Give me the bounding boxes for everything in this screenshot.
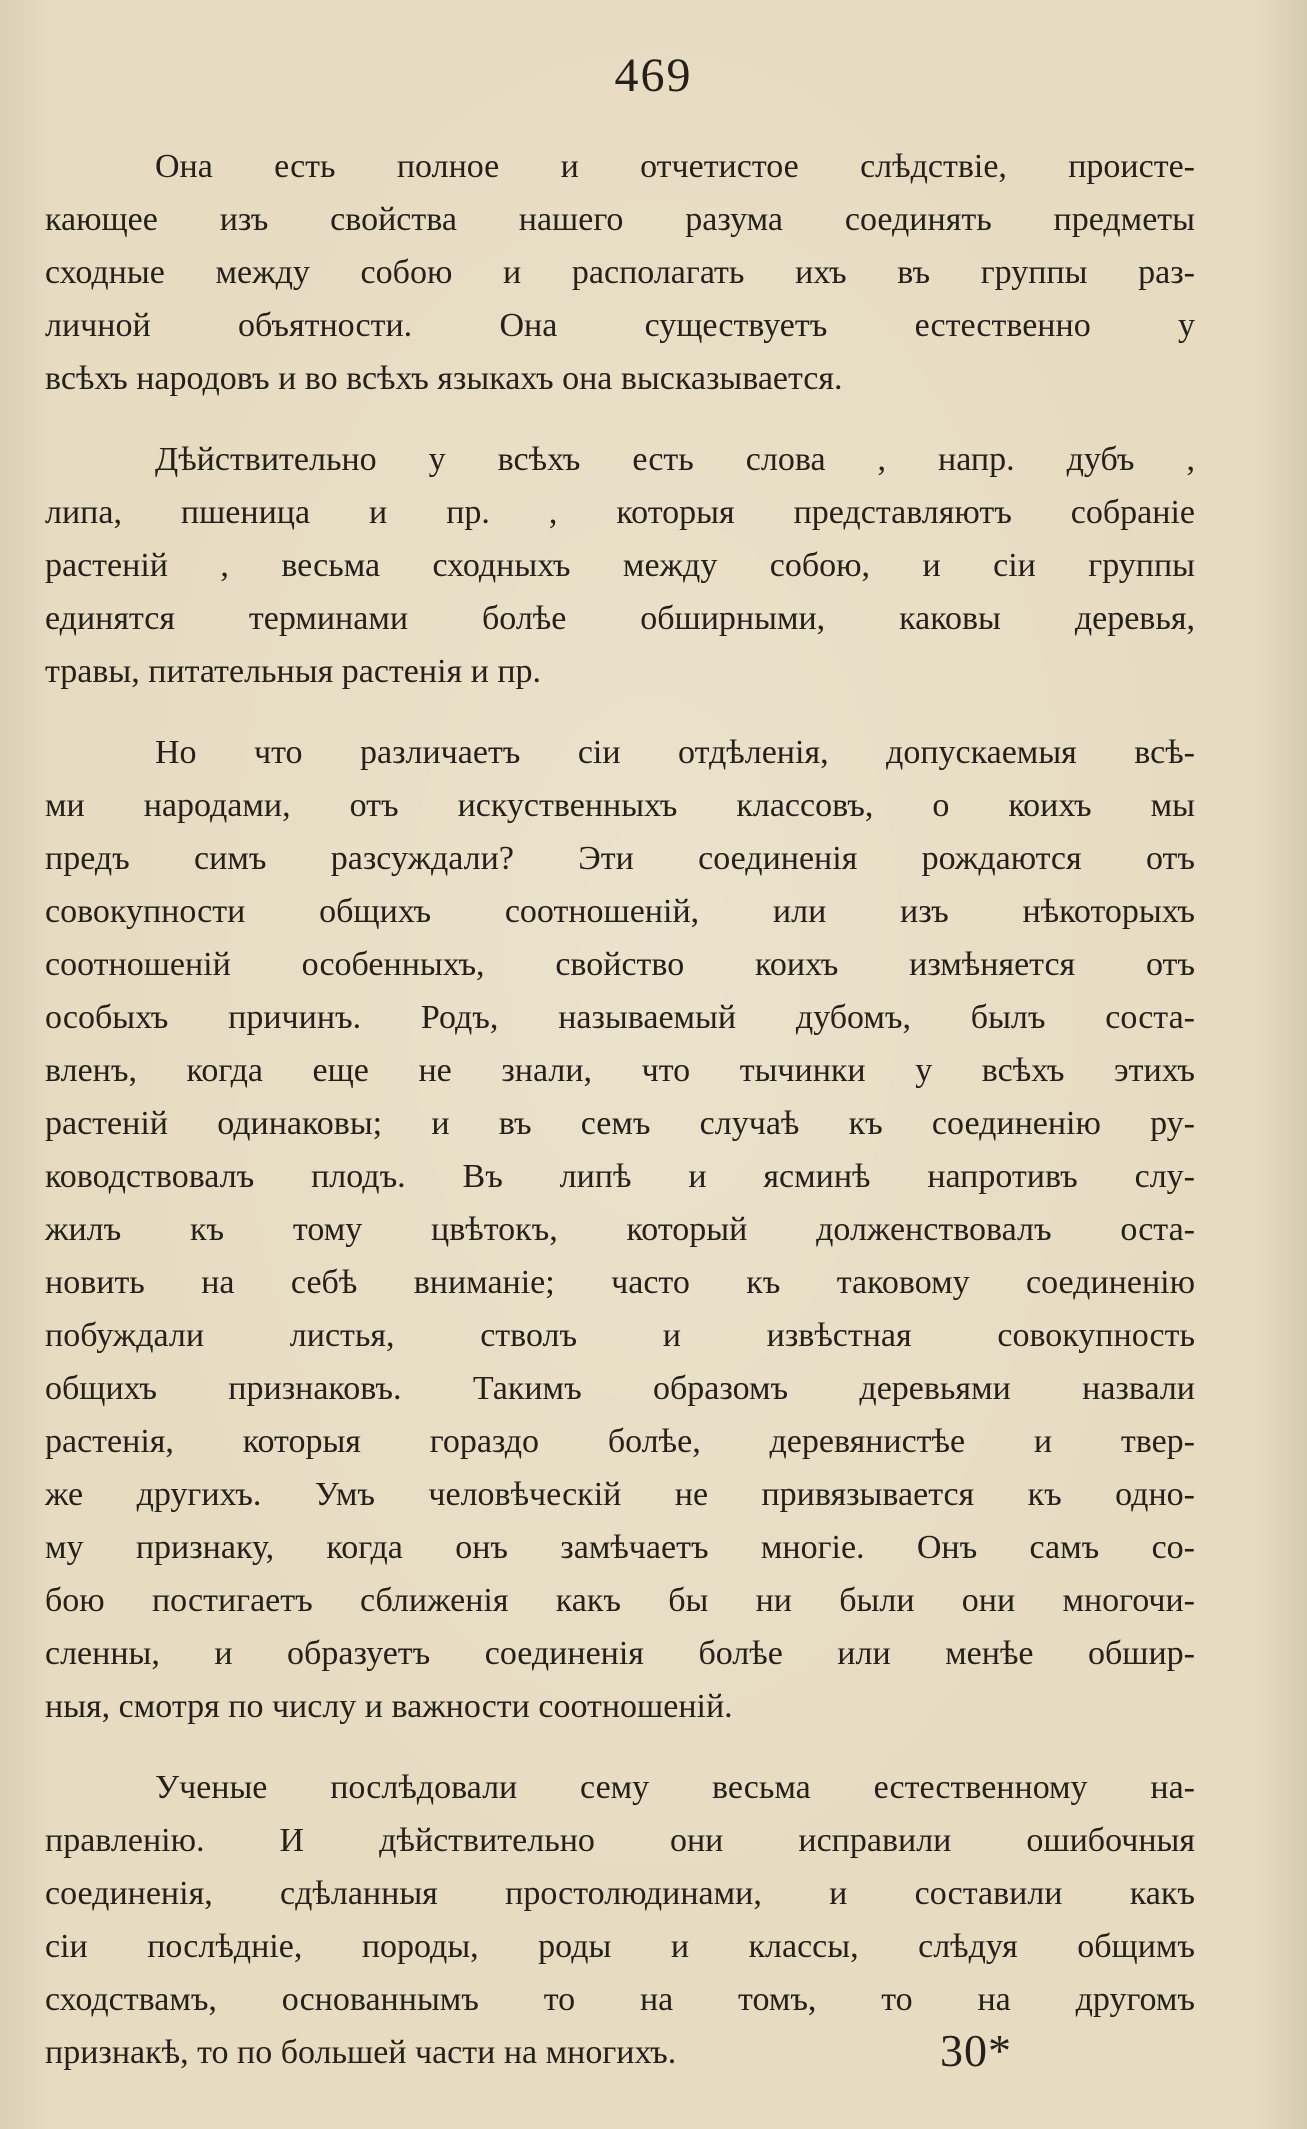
- signature-mark: 30*: [940, 2025, 1012, 2076]
- text-line: же другихъ. Умъ человѣческій не привязывается къ одно-: [45, 1476, 1195, 1513]
- text-line: ководствовалъ плодъ. Въ липѣ и ясминѣ напротивъ слу-: [45, 1158, 1195, 1195]
- text-line: растенія, которыя гораздо болѣе, деревянистѣе и твер-: [45, 1423, 1195, 1460]
- text-line: признакѣ, то по большей части на многихъ.: [45, 2034, 677, 2071]
- text-line: совокупности общихъ соотношеній, или изъ нѣкоторыхъ: [45, 893, 1195, 930]
- text-line: бою постигаетъ сближенія какъ бы ни были они многочи-: [45, 1582, 1195, 1619]
- paragraph-3: [45, 726, 1195, 1733]
- text-line: Ученые послѣдовали сему весьма естественному на-: [155, 1769, 1195, 1806]
- text-line: сленны, и образуетъ соединенія болѣе или менѣе обшир-: [45, 1635, 1195, 1672]
- text-line: личной объятности. Она существуетъ естественно у: [45, 307, 1195, 344]
- text-line: Она есть полное и отчетистое слѣдствіе, происте-: [155, 148, 1195, 185]
- text-line: побуждали листья, стволъ и извѣстная совокупность: [45, 1317, 1195, 1354]
- text-line: липа, пшеница и пр. , которыя представляютъ собраніе: [45, 494, 1195, 531]
- text-line: новить на себѣ вниманіе; часто къ таковому соединенію: [45, 1264, 1195, 1301]
- text-line: му признаку, когда онъ замѣчаетъ многіе. Онъ самъ со-: [45, 1529, 1195, 1566]
- text-line: Дѣйствительно у всѣхъ есть слова , напр. дубъ ,: [155, 441, 1195, 478]
- page-number: 469: [614, 49, 693, 102]
- text-line: единятся терминами болѣе обширными, каковы деревья,: [45, 600, 1195, 637]
- paragraph-2: [45, 433, 1195, 698]
- text-line: правленію. И дѣйствительно они исправили ошибочныя: [45, 1822, 1195, 1859]
- text-line: соединенія, сдѣланныя простолюдинами, и составили какъ: [45, 1875, 1195, 1912]
- text-line: жилъ къ тому цвѣтокъ, который долженствовалъ оста-: [45, 1211, 1195, 1248]
- text-line: сходствамъ, основаннымъ то на томъ, то на другомъ: [45, 1981, 1195, 2018]
- text-line: общихъ признаковъ. Такимъ образомъ деревьями назвали: [45, 1370, 1195, 1407]
- paragraph-4: [45, 1761, 1195, 2079]
- body-text: [45, 140, 1195, 2079]
- text-line: ми народами, отъ искуственныхъ классовъ, о коихъ мы: [45, 787, 1195, 824]
- text-line: кающее изъ свойства нашего разума соединять предметы: [45, 201, 1195, 238]
- text-line: растеній , весьма сходныхъ между собою, и сіи группы: [45, 547, 1195, 584]
- text-line: травы, питательныя растенія и пр.: [45, 653, 542, 690]
- text-line: Но что различаетъ сіи отдѣленія, допускаемыя всѣ-: [155, 734, 1195, 771]
- text-line: особыхъ причинъ. Родъ, называемый дубомъ, былъ соста-: [45, 999, 1195, 1036]
- text-line: вленъ, когда еще не знали, что тычинки у всѣхъ этихъ: [45, 1052, 1195, 1089]
- text-line: ныя, смотря по числу и важности соотношеній.: [45, 1688, 733, 1725]
- text-line: соотношеній особенныхъ, свойство коихъ измѣняется отъ: [45, 946, 1195, 983]
- text-line: сходные между собою и располагать ихъ въ группы раз-: [45, 254, 1195, 291]
- text-line: предъ симъ разсуждали? Эти соединенія рождаются отъ: [45, 840, 1195, 877]
- text-line: растеній одинаковы; и въ семъ случаѣ къ соединенію ру-: [45, 1105, 1195, 1142]
- paragraph-1: [45, 140, 1195, 405]
- text-line: сіи послѣдніе, породы, роды и классы, слѣдуя общимъ: [45, 1928, 1195, 1965]
- text-line: всѣхъ народовъ и во всѣхъ языкахъ она высказывается.: [45, 360, 843, 397]
